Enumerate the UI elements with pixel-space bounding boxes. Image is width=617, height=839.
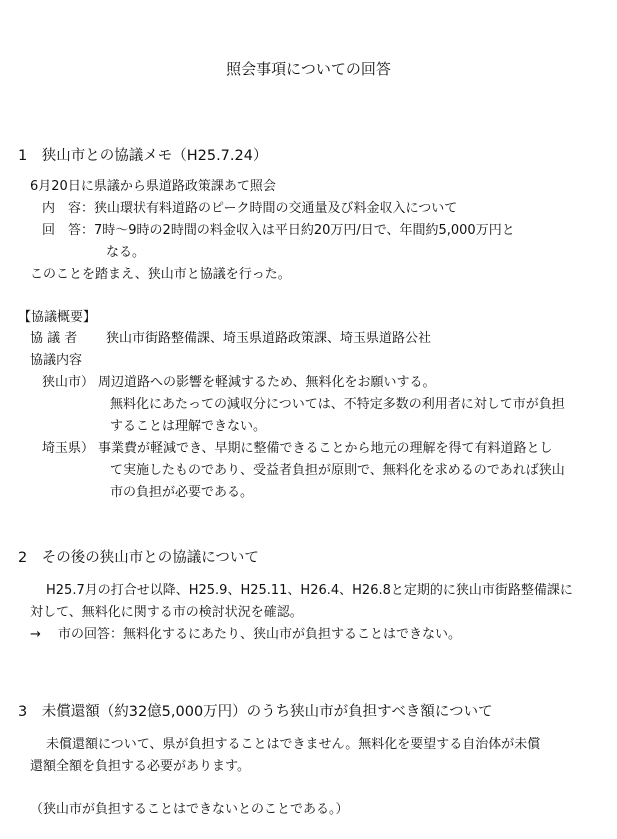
answer-label: 回 答：: [42, 223, 95, 238]
section-2-heading: 2 その後の狭山市との協議について: [18, 550, 259, 566]
saitama-label: 埼玉県）: [42, 441, 95, 456]
city-reply: 市の回答：無料化するにあたり、狭山市が負担することはできない。: [58, 627, 462, 642]
arrow-icon: →: [30, 627, 41, 642]
participants-text: 狭山市街路整備課、埼玉県道路政策課、埼玉県道路公社: [106, 331, 432, 346]
discussion-label: 協議内容: [30, 353, 83, 368]
content-label: 内 容：: [42, 201, 95, 216]
section-2-text-line-2: 対して、無料化に関する市の検討状況を確認。: [30, 605, 303, 620]
section-3-text-line-2: 還額全額を負担する必要があります。: [30, 759, 250, 774]
answer-text-line-1: 7時～9時の2時間の料金収入は平日約20万円/日で、年間約5,000万円と: [94, 223, 515, 238]
section-3-note: （狭山市が負担することはできないとのことである。）: [30, 802, 349, 817]
sayama-text-line-2: 無料化にあたっての減収分については、不特定多数の利用者に対して市が負担: [110, 397, 565, 412]
answer-text-line-2: なる。: [106, 245, 146, 260]
page-title: 照会事項についての回答: [226, 60, 391, 78]
saitama-text-line-2: て実施したものであり、受益者負担が原則で、無料化を求めるのであれば狭山: [110, 463, 565, 478]
section-3-heading: 3 未償還額（約32億5,000万円）のうち狭山市が負担すべき額について: [18, 704, 493, 720]
sayama-text-line-3: することは理解できない。: [110, 419, 267, 434]
sayama-label: 狭山市）: [42, 375, 95, 390]
saitama-text-line-1: 事業費が軽減でき、早期に整備できることから地元の理解を得て有料道路とし: [98, 441, 553, 456]
section-1-heading: 1 狭山市との協議メモ（H25.7.24）: [18, 148, 268, 164]
participants-label: 協 議 者: [30, 331, 78, 346]
section-3-text-line-1: 未償還額について、県が負担することはできません。無料化を要望する自治体が未償: [46, 737, 541, 752]
overview-title: 【協議概要】: [18, 310, 97, 325]
content-text: 狭山環状有料道路のピーク時間の交通量及び料金収入について: [94, 201, 458, 216]
saitama-text-line-3: 市の負担が必要である。: [110, 485, 254, 500]
section-2-text-line-1: H25.7月の打合せ以降、H25.9、H25.11、H26.4、H26.8と定期的に狭山市街路整備課に: [46, 583, 573, 598]
section-1-conclusion: このことを踏まえ、狭山市と協議を行った。: [30, 267, 291, 282]
section-1-intro: 6月20日に県議から県道路政策課あて照会: [30, 179, 276, 194]
sayama-text-line-1: 周辺道路への影響を軽減するため、無料化をお願いする。: [98, 375, 436, 390]
